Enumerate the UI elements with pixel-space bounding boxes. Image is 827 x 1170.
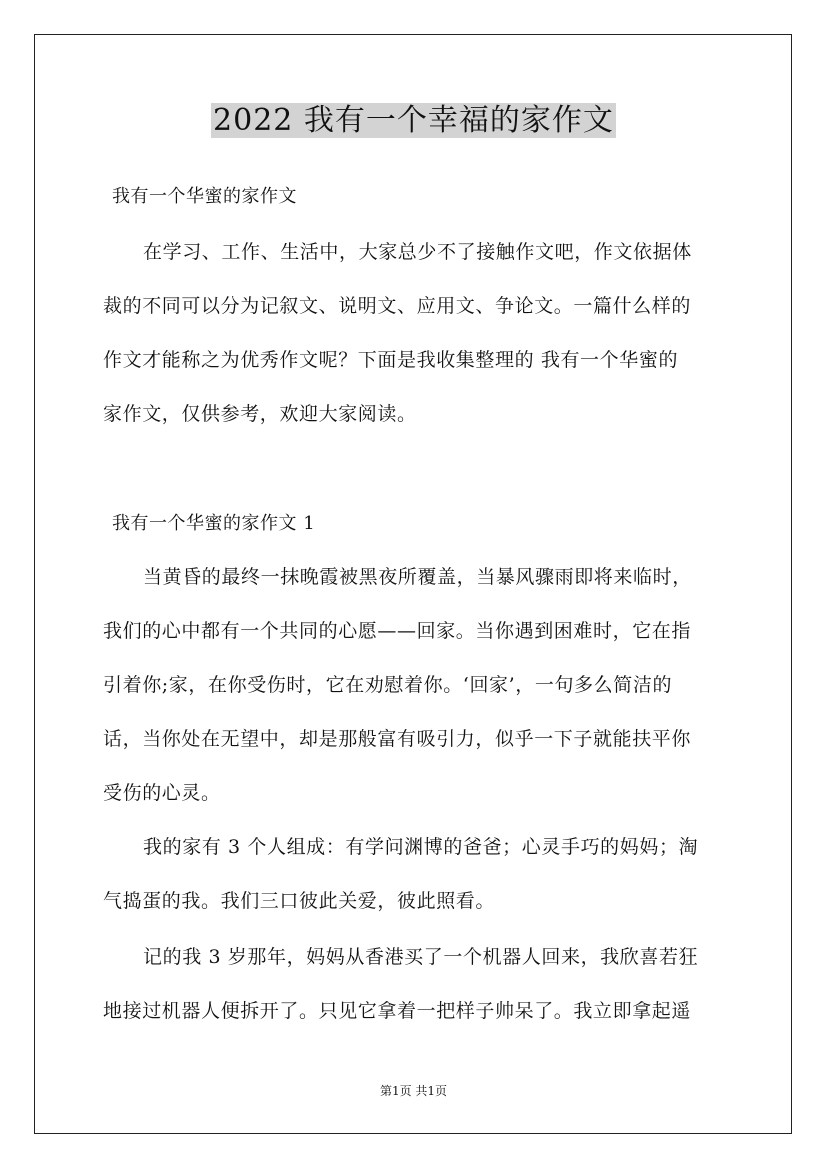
paragraph-line: 受伤的心灵。 bbox=[103, 782, 221, 804]
section-heading: 我有一个华蜜的家作文 bbox=[112, 186, 297, 207]
paragraph-line: 裁的不同可以分为记叙文、说明文、应用文、争论文。一篇什么样的 bbox=[103, 295, 692, 317]
section-heading: 我有一个华蜜的家作文 1 bbox=[112, 513, 316, 534]
document-title bbox=[0, 100, 827, 142]
paragraph-line: 作文才能称之为优秀作文呢？下面是我收集整理的 我有一个华蜜的 bbox=[103, 349, 679, 371]
paragraph-line: 气捣蛋的我。我们三口彼此关爱，彼此照看。 bbox=[103, 890, 496, 912]
paragraph-line: 记的我 3 岁那年，妈妈从香港买了一个机器人回来，我欣喜若狂 bbox=[143, 946, 699, 968]
paragraph-line: 地接过机器人便拆开了。只见它拿着一把样子帅呆了。我立即拿起遥 bbox=[103, 1000, 692, 1022]
paragraph-line: 引着你;家，在你受伤时，它在劝慰着你。‘回家’，一句多么简洁的 bbox=[103, 674, 673, 696]
paragraph-line: 我们的心中都有一个共同的心愿——回家。当你遇到困难时，它在指 bbox=[103, 620, 692, 642]
paragraph-line: 在学习、工作、生活中，大家总少不了接触作文吧，作文依据体 bbox=[143, 241, 692, 263]
paragraph-line: 我的家有 3 个人组成：有学问渊博的爸爸；心灵手巧的妈妈；淘 bbox=[143, 836, 699, 858]
page-number: 第1页 共1页 bbox=[379, 1084, 448, 1098]
document-title-text: 2022 我有一个幸福的家作文 bbox=[213, 103, 614, 138]
paragraph-line: 当黄昏的最终一抹晚霞被黑夜所覆盖，当暴风骤雨即将来临时， bbox=[143, 566, 692, 588]
paragraph-line: 话，当你处在无望中，却是那般富有吸引力，似乎一下子就能扶平你 bbox=[103, 728, 692, 750]
paragraph-line: 家作文，仅供参考，欢迎大家阅读。 bbox=[103, 403, 417, 425]
